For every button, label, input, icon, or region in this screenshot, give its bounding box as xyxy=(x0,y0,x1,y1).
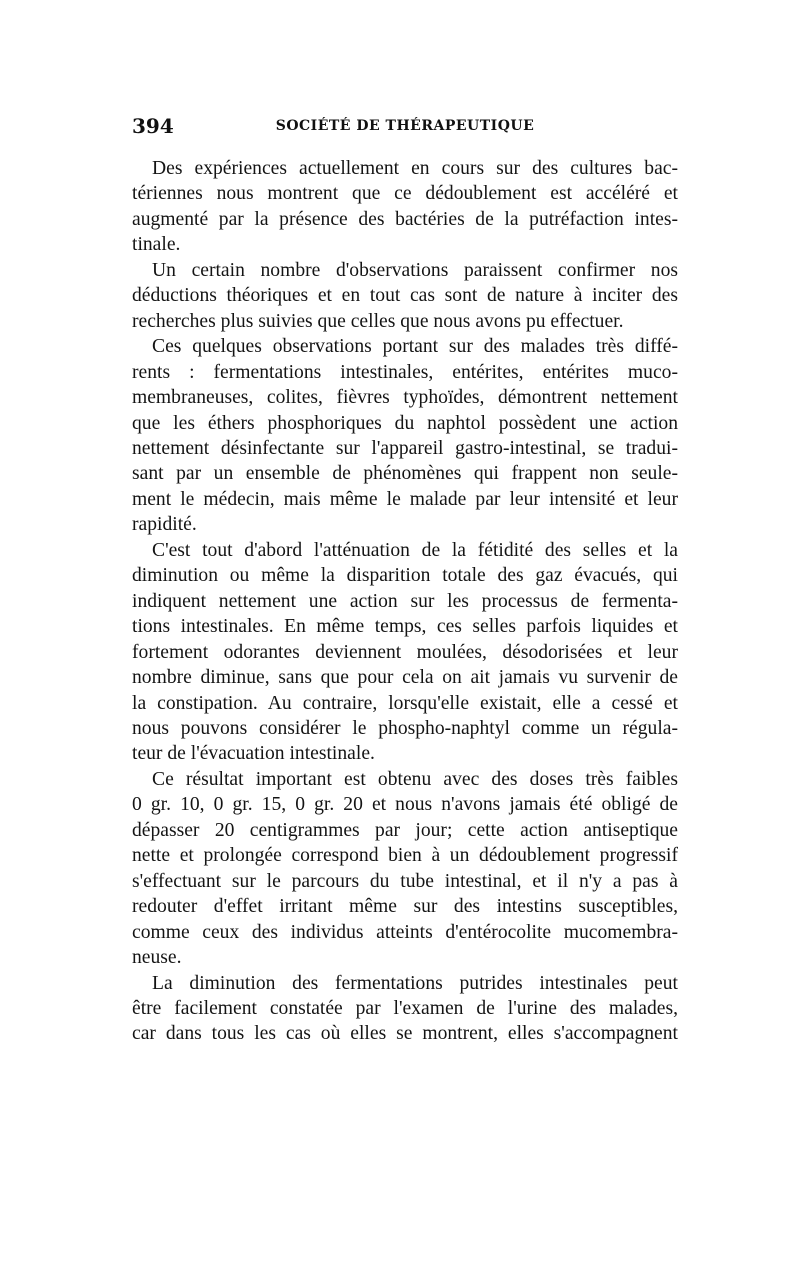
text-line: fortement odorantes deviennent moulées, désodorisées et leur xyxy=(132,641,678,663)
text-line: La diminution des fermentations putrides intestinales peut xyxy=(152,972,678,994)
text-line: déductions théoriques et en tout cas sont de nature à inciter des xyxy=(132,285,678,307)
paragraph xyxy=(132,538,678,767)
text-line: C'est tout d'abord l'atténuation de la fétidité des selles et la xyxy=(152,539,678,561)
text-line: car dans tous les cas où elles se montrent, elles s'accompagnent xyxy=(132,1023,678,1045)
text-line: que les éthers phosphoriques du naphtol possèdent une action xyxy=(132,412,678,434)
text-line: teur de l'évacuation intestinale. xyxy=(132,743,375,765)
text-line: 0 gr. 10, 0 gr. 15, 0 gr. 20 et nous n'avons jamais été obligé de xyxy=(132,794,678,816)
text-line: nettement désinfectante sur l'appareil gastro-intestinal, se tradui- xyxy=(132,437,678,459)
running-head xyxy=(132,114,678,142)
text-line: Ce résultat important est obtenu avec des doses très faibles xyxy=(152,768,678,790)
text-line: nombre diminue, sans que pour cela on ait jamais vu survenir de xyxy=(132,667,678,689)
paragraph xyxy=(132,767,678,971)
text-line: être facilement constatée par l'examen de l'urine des malades, xyxy=(132,997,678,1019)
text-line: Un certain nombre d'observations paraissent confirmer nos xyxy=(152,259,678,281)
text-line: sant par un ensemble de phénomènes qui frappent non seule- xyxy=(132,463,678,485)
text-line: rapidité. xyxy=(132,514,197,536)
paragraph xyxy=(132,258,678,334)
text-line: tions intestinales. En même temps, ces selles parfois liquides et xyxy=(132,616,678,638)
running-title: SOCIÉTÉ DE THÉRAPEUTIQUE xyxy=(275,118,535,134)
text-line: s'effectuant sur le parcours du tube intestinal, et il n'y a pas à xyxy=(132,870,678,892)
page-number: 394 xyxy=(132,114,174,138)
text-line: comme ceux des individus atteints d'entérocolite mucomembra- xyxy=(132,921,678,943)
paragraph xyxy=(132,334,678,538)
body-text xyxy=(132,156,678,1047)
text-line: Des expériences actuellement en cours sur des cultures bac- xyxy=(152,158,678,179)
text-line: indiquent nettement une action sur les processus de fermenta- xyxy=(132,590,678,612)
text-line: Ces quelques observations portant sur des malades très diffé- xyxy=(152,336,678,358)
text-line: tinale. xyxy=(132,234,181,256)
text-line: la constipation. Au contraire, lorsqu'elle existait, elle a cessé et xyxy=(132,692,678,714)
text-line: diminution ou même la disparition totale des gaz évacués, qui xyxy=(132,565,678,587)
text-line: recherches plus suivies que celles que nous avons pu effectuer. xyxy=(132,310,624,332)
paragraph xyxy=(132,156,678,258)
text-line: tériennes nous montrent que ce dédoublement est accéléré et xyxy=(132,183,678,205)
text-line: rents : fermentations intestinales, entérites, entérites muco- xyxy=(132,361,678,383)
text-line: augmenté par la présence des bactéries de la putréfaction intes- xyxy=(132,208,678,230)
text-line: dépasser 20 centigrammes par jour; cette action antiseptique xyxy=(132,819,678,841)
text-line: membraneuses, colites, fièvres typhoïdes, démontrent nettement xyxy=(132,387,678,409)
text-line: neuse. xyxy=(132,947,182,969)
text-line: redouter d'effet irritant même sur des intestins susceptibles, xyxy=(132,896,678,918)
text-line: nette et prolongée correspond bien à un dédoublement progressif xyxy=(132,845,678,867)
text-line: ment le médecin, mais même le malade par leur intensité et leur xyxy=(132,488,678,510)
paragraph xyxy=(132,971,678,1047)
text-line: nous pouvons considérer le phospho-naphtyl comme un régula- xyxy=(132,717,678,739)
